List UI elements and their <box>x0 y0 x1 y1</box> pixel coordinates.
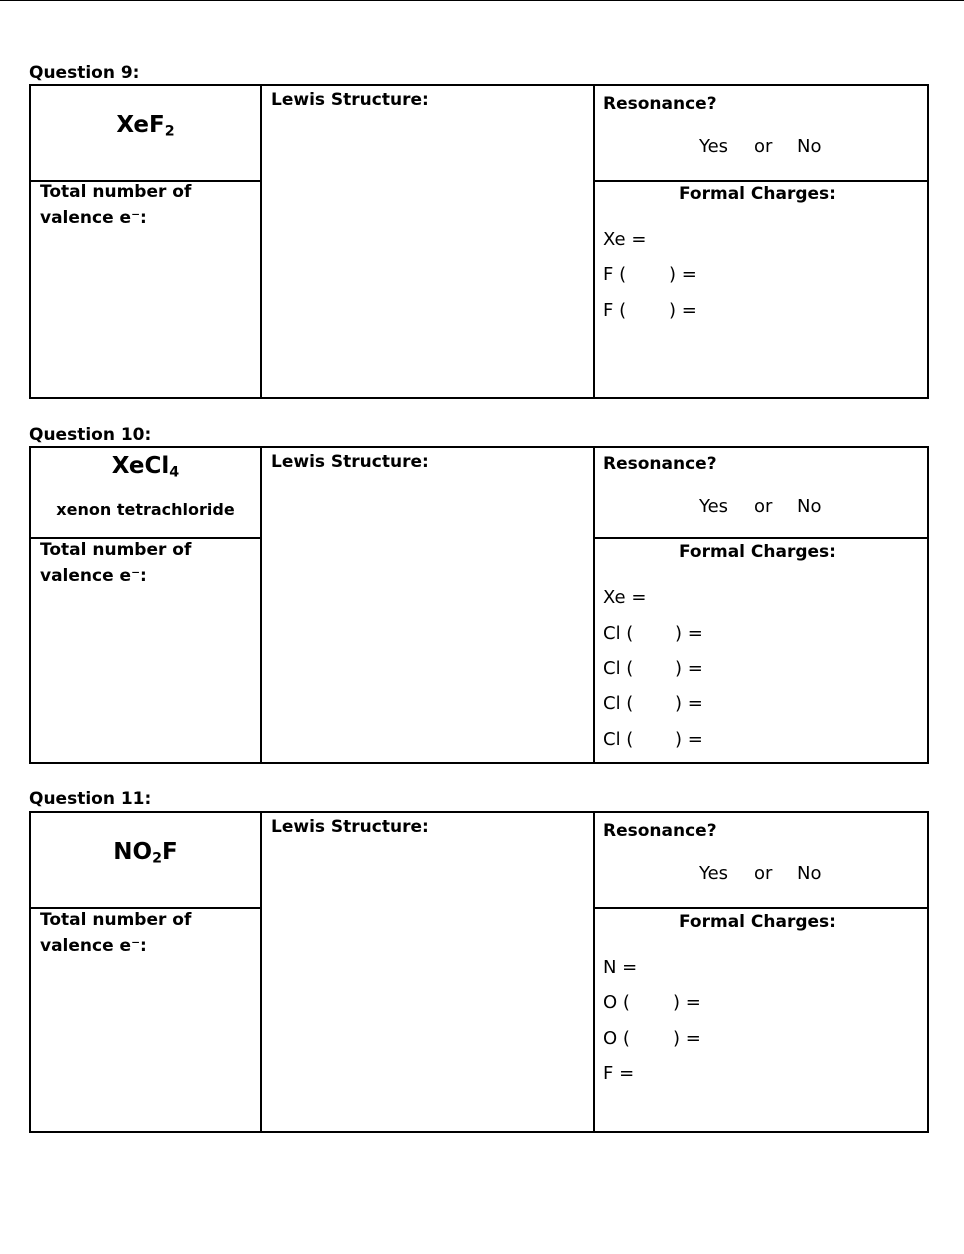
valence-label: valence e⁻: <box>40 208 147 228</box>
formal-charge-eq: ) = <box>673 1028 701 1049</box>
formal-charge-row: Xe = <box>603 587 647 608</box>
formal-charge-row: F ( <box>603 264 627 285</box>
formal-charge-eq: ) = <box>675 658 703 679</box>
valence-label: valence e⁻: <box>40 936 147 956</box>
divider <box>31 907 262 909</box>
divider <box>593 813 595 1131</box>
divider <box>593 537 927 539</box>
formal-charge-eq: ) = <box>669 264 697 285</box>
lewis-structure-area[interactable] <box>262 843 593 1131</box>
lewis-structure-area[interactable] <box>262 116 593 397</box>
resonance-label: Resonance? <box>603 454 717 474</box>
molecule-formula: XeCl$_4$ <box>111 453 180 481</box>
divider <box>593 180 927 182</box>
formal-charge-row: F ( <box>603 300 627 321</box>
lewis-structure-label: Lewis Structure: <box>271 817 429 837</box>
formal-charge-eq: ) = <box>675 623 703 644</box>
formal-charge-row: Cl ( <box>603 658 634 679</box>
valence-label: Total number of <box>40 910 192 930</box>
formal-charges-label: Formal Charges: <box>679 542 836 562</box>
formal-charge-row: O ( <box>603 1028 630 1049</box>
resonance-or: or <box>754 863 773 884</box>
formal-charge-row: N = <box>603 957 638 978</box>
formal-charge-row: Cl ( <box>603 729 634 750</box>
resonance-or: or <box>754 496 773 517</box>
top-rule <box>0 0 964 1</box>
lewis-structure-label: Lewis Structure: <box>271 90 429 110</box>
resonance-label: Resonance? <box>603 94 717 114</box>
divider <box>31 537 262 539</box>
lewis-structure-label: Lewis Structure: <box>271 452 429 472</box>
resonance-yes[interactable]: Yes <box>699 496 729 517</box>
valence-label: Total number of <box>40 540 192 560</box>
resonance-label: Resonance? <box>603 821 717 841</box>
divider <box>593 448 595 762</box>
molecule-formula: $NO_2F$ <box>113 839 178 867</box>
question-9-table <box>29 84 929 399</box>
formal-charge-row: Cl ( <box>603 693 634 714</box>
lewis-structure-area[interactable] <box>262 478 593 762</box>
question-9-label: Question 9: <box>29 63 140 83</box>
molecule-formula: XeF$_2$ <box>116 112 175 140</box>
formal-charge-row: F = <box>603 1063 635 1084</box>
question-11-label: Question 11: <box>29 789 152 809</box>
formal-charge-eq: ) = <box>675 693 703 714</box>
formal-charge-eq: ) = <box>675 729 703 750</box>
resonance-or: or <box>754 136 773 157</box>
formal-charges-label: Formal Charges: <box>679 184 836 204</box>
formal-charges-label: Formal Charges: <box>679 912 836 932</box>
resonance-yes[interactable]: Yes <box>699 136 729 157</box>
molecule-name: xenon tetrachloride <box>56 500 235 519</box>
divider <box>593 86 595 397</box>
valence-label: valence e⁻: <box>40 566 147 586</box>
divider <box>593 907 927 909</box>
formal-charge-eq: ) = <box>673 992 701 1013</box>
resonance-yes[interactable]: Yes <box>699 863 729 884</box>
question-11-table <box>29 811 929 1133</box>
resonance-no[interactable]: No <box>797 136 822 157</box>
formal-charge-row: Xe = <box>603 229 647 250</box>
question-10-label: Question 10: <box>29 425 152 445</box>
formal-charge-row: Cl ( <box>603 623 634 644</box>
formal-charge-row: O ( <box>603 992 630 1013</box>
question-10-table <box>29 446 929 764</box>
resonance-no[interactable]: No <box>797 496 822 517</box>
formal-charge-eq: ) = <box>669 300 697 321</box>
valence-label: Total number of <box>40 182 192 202</box>
resonance-no[interactable]: No <box>797 863 822 884</box>
